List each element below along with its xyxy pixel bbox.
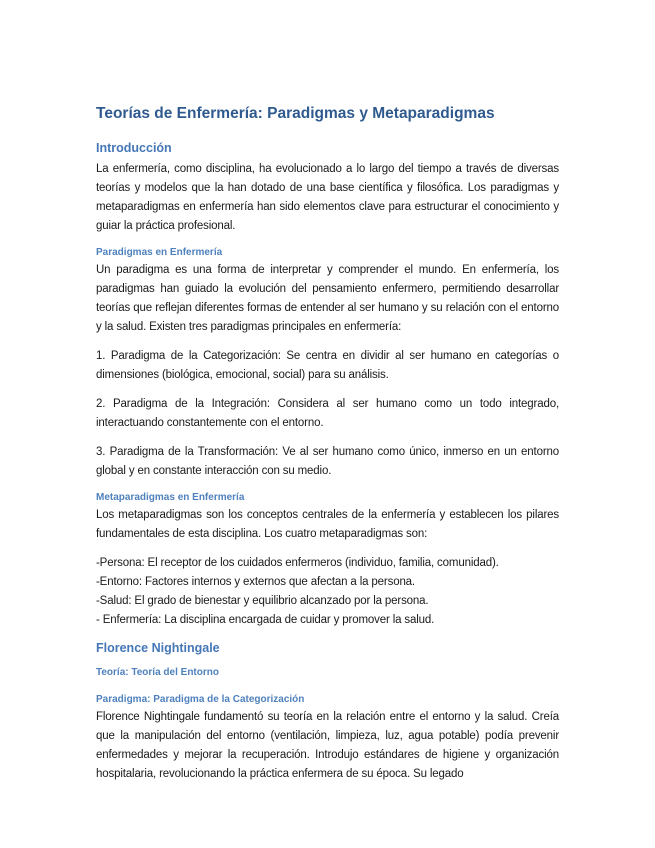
metaparadigm-item: -Persona: El receptor de los cuidados enfermeros (individuo, familia, comunidad). [96, 557, 499, 569]
document-title: Teorías de Enfermería: Paradigmas y Metaparadigmas [96, 105, 495, 122]
nightingale-heading: Florence Nightingale [96, 641, 220, 655]
metaparadigm-item: -Salud: El grado de bienestar y equilibrio alcanzado por la persona. [96, 595, 429, 607]
document-body [96, 96, 559, 784]
paradigm-item: 2. Paradigma de la Integración: Considera al ser humano como un todo integrado, interactuando constantemente con el entorno. [96, 398, 559, 429]
metaparadigmas-heading: Metaparadigmas en Enfermería [96, 492, 245, 503]
nightingale-paradigm: Paradigma: Paradigma de la Categorización [96, 694, 305, 705]
paradigm-item: 1. Paradigma de la Categorización: Se centra en dividir al ser humano en categorías o dimensiones (biológica, emocional, social) para su análisis. [96, 350, 559, 381]
nightingale-paragraph: Florence Nightingale fundamentó su teoría en la relación entre el entorno y la salud. Creía que la manipulación del entorno (ventilación, limpieza, luz, agua potable) podía prevenir enfermedades y mejorar la recuperación. Introdujo estándares de higiene y organización hospitalaria, revolucionando la práctica enfermera de su época. Su legado [96, 711, 559, 780]
intro-heading: Introducción [96, 141, 172, 155]
metaparadigm-item: - Enfermería: La disciplina encargada de cuidar y promover la salud. [96, 614, 435, 626]
paradigm-item: 3. Paradigma de la Transformación: Ve al ser humano como único, inmerso en un entorno global y en constante interacción con su medio. [96, 446, 559, 477]
metaparadigmas-paragraph: Los metaparadigmas son los conceptos centrales de la enfermería y establecen los pilares fundamentales de esta disciplina. Los cuatro metaparadigmas son: [96, 509, 559, 540]
paradigmas-heading: Paradigmas en Enfermería [96, 247, 223, 258]
paradigmas-paragraph: Un paradigma es una forma de interpretar y comprender el mundo. En enfermería, los paradigmas han guiado la evolución del pensamiento enfermero, permitiendo desarrollar teorías que reflejan diferentes formas de entender al ser humano y su relación con el entorno y la salud. Existen tres paradigmas principales en enfermería: [96, 264, 559, 333]
nightingale-theory: Teoría: Teoría del Entorno [96, 667, 219, 678]
intro-paragraph: La enfermería, como disciplina, ha evolucionado a lo largo del tiempo a través de diversas teorías y modelos que la han dotado de una base científica y filosófica. Los paradigmas y metaparadigmas en enfermería han sido elementos clave para estructurar el conocimiento y guiar la práctica profesional. [96, 163, 559, 232]
metaparadigm-item: -Entorno: Factores internos y externos que afectan a la persona. [96, 576, 415, 588]
